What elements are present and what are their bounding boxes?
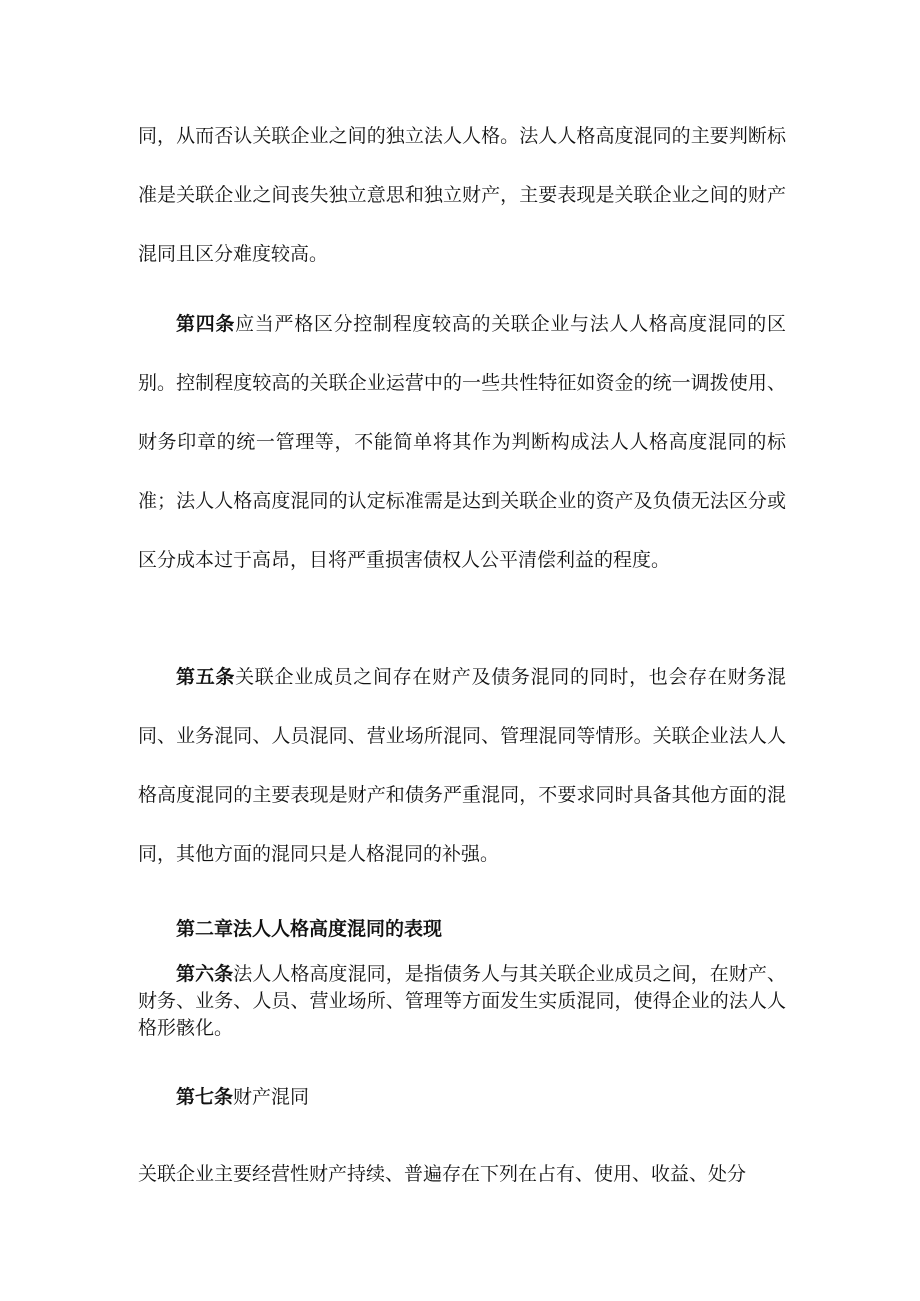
chapter-heading: 第二章法人人格高度混同的表现	[176, 918, 443, 940]
article-label: 第六条	[176, 963, 234, 985]
article-4	[138, 295, 786, 590]
article-5	[138, 648, 786, 884]
article-text: 关联企业成员之间存在财产及债务混同的同时，也会存在财务混同、业务混同、人员混同、营业场所混同、管理混同等情形。关联企业法人人格高度混同的主要表现是财产和债务严重混同，不要求同时具备其他方面的混同，其他方面的混同只是人格混同的补强。	[138, 666, 786, 865]
article-label: 第五条	[176, 666, 236, 688]
paragraph-continuation	[138, 107, 786, 284]
article-text: 财产混同	[233, 1086, 310, 1108]
paragraph-last	[138, 1161, 786, 1188]
article-label: 第七条	[176, 1086, 234, 1108]
article-6	[138, 961, 786, 1042]
paragraph-text: 同，从而否认关联企业之间的独立法人人格。法人人格高度混同的主要判断标准是关联企业之间丧失独立意思和独立财产，主要表现是关联企业之间的财产混同且区分难度较高。	[138, 125, 786, 265]
article-text: 应当严格区分控制程度较高的关联企业与法人人格高度混同的区别。控制程度较高的关联企业运营中的一些共性特征如资金的统一调拨使用、财务印章的统一管理等，不能简单将其作为判断构成法人人格高度混同的标准；法人人格高度混同的认定标准需是达到关联企业的资产及负债无法区分或区分成本过于高昂，目将严重损害债权人公平清偿利益的程度。	[138, 313, 786, 571]
article-7	[138, 1084, 786, 1111]
article-text: 法人人格高度混同，是指债务人与其关联企业成员之间，在财产、财务、业务、人员、营业场所、管理等方面发生实质混同，使得企业的法人人格形骸化。	[138, 963, 786, 1039]
article-label: 第四条	[176, 313, 236, 335]
paragraph-text: 关联企业主要经营性财产持续、普遍存在下列在占有、使用、收益、处分	[138, 1163, 747, 1185]
